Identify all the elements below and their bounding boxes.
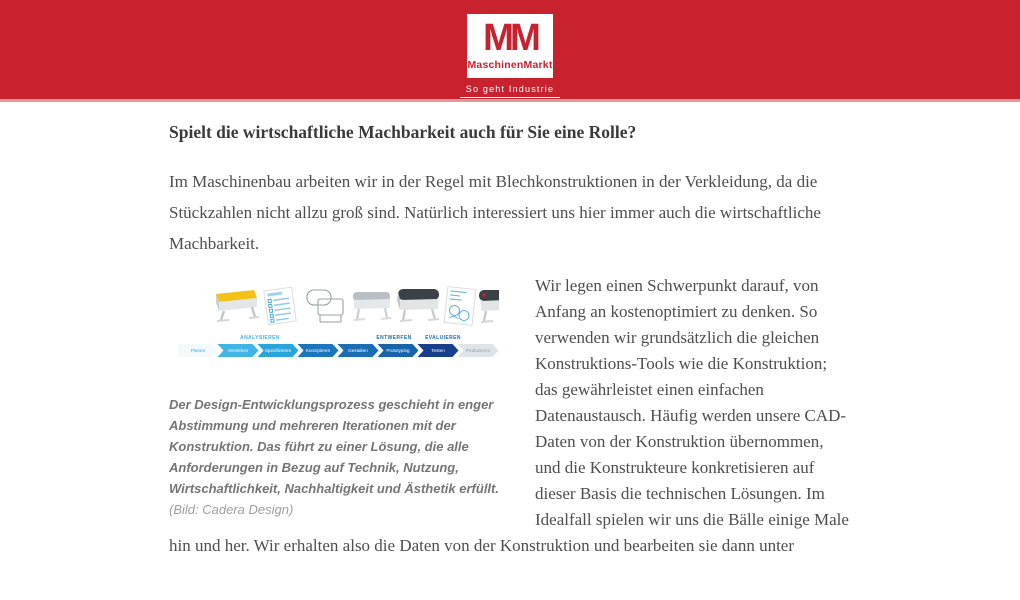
process-stage-label: Produzieren xyxy=(465,348,491,354)
mm-logo-mark: MM xyxy=(483,16,537,59)
process-group-label-entwerfen: ENTWERFEN xyxy=(376,335,412,341)
process-stage-label: Konzipieren xyxy=(305,348,331,354)
checklist-document-icon xyxy=(264,287,296,325)
final-printer-icon xyxy=(479,290,499,322)
process-figure xyxy=(169,273,499,520)
article-body xyxy=(169,121,851,559)
process-stage-label: Verstehen xyxy=(227,348,249,354)
mm-logo[interactable] xyxy=(467,14,553,78)
article-paragraph-1: Im Maschinenbau arbeiten wir in der Regel mit Blechkonstruktionen in der Verkleidung, da die Stückzahlen nicht allzu groß sind. Natürlich interessiert uns hier immer auch die wirtschaftliche Machbarkeit. xyxy=(169,172,821,253)
figure-caption: Der Design-Entwicklungsprozess geschieht in enger Abstimmung und mehreren Iterationen mit der Konstruktion. Das führt zu einer Lösung, die alle Anforderungen in Bezug auf Technik, Nutzung, Wirtschaftlichkeit, Nachhaltigkeit und Ästhetik erfüllt. xyxy=(169,397,499,496)
process-stage-label: Testen xyxy=(431,348,445,354)
process-group-label-analysieren: ANALYSIEREN xyxy=(240,335,280,341)
process-stage-label: Prototyping xyxy=(386,348,410,354)
mm-logo-name: MaschinenMarkt xyxy=(467,59,553,71)
wireframe-printer-icon xyxy=(307,290,343,322)
process-stage-label: Planen xyxy=(190,348,206,354)
printer-yellow-icon xyxy=(216,290,259,321)
site-header xyxy=(0,0,1020,102)
article-heading: Spielt die wirtschaftliche Machbarkeit auch für Sie eine Rolle? xyxy=(169,122,637,142)
process-stage-label: Spezifizieren xyxy=(264,348,292,354)
article-flow-section xyxy=(169,273,851,559)
process-group-label-evaluieren: EVALUIEREN xyxy=(425,335,461,341)
site-tagline: So geht Industrie xyxy=(460,84,560,98)
evaluation-document-icon xyxy=(444,287,476,326)
process-stage-bar xyxy=(178,344,499,357)
design-process-image xyxy=(169,273,499,368)
article-paragraph-2: Wir legen einen Schwerpunkt darauf, von Anfang an kostenoptimiert zu denken. So verwenden wir grundsätzlich die gleichen Konstruktions-Tools wie die Konstruktion; das gewährleistet einen einfachen Datenaustausch. Häufig werden unsere CAD-Daten von der Konstruktion übernommen, und die Konstrukteure konkretisieren auf dieser Basis die technischen Lösungen. Im Idealfall spielen wir uns die Bälle einige Male hin und her. Wir erhalten also die Daten von der Konstruktion und bearbeiten sie dann unter xyxy=(169,276,849,555)
figure-credit: (Bild: Cadera Design) xyxy=(169,502,294,517)
gray-printer-icon xyxy=(353,292,391,320)
dark-printer-icon xyxy=(397,289,439,321)
process-stage-label: Gestalten xyxy=(348,348,368,354)
